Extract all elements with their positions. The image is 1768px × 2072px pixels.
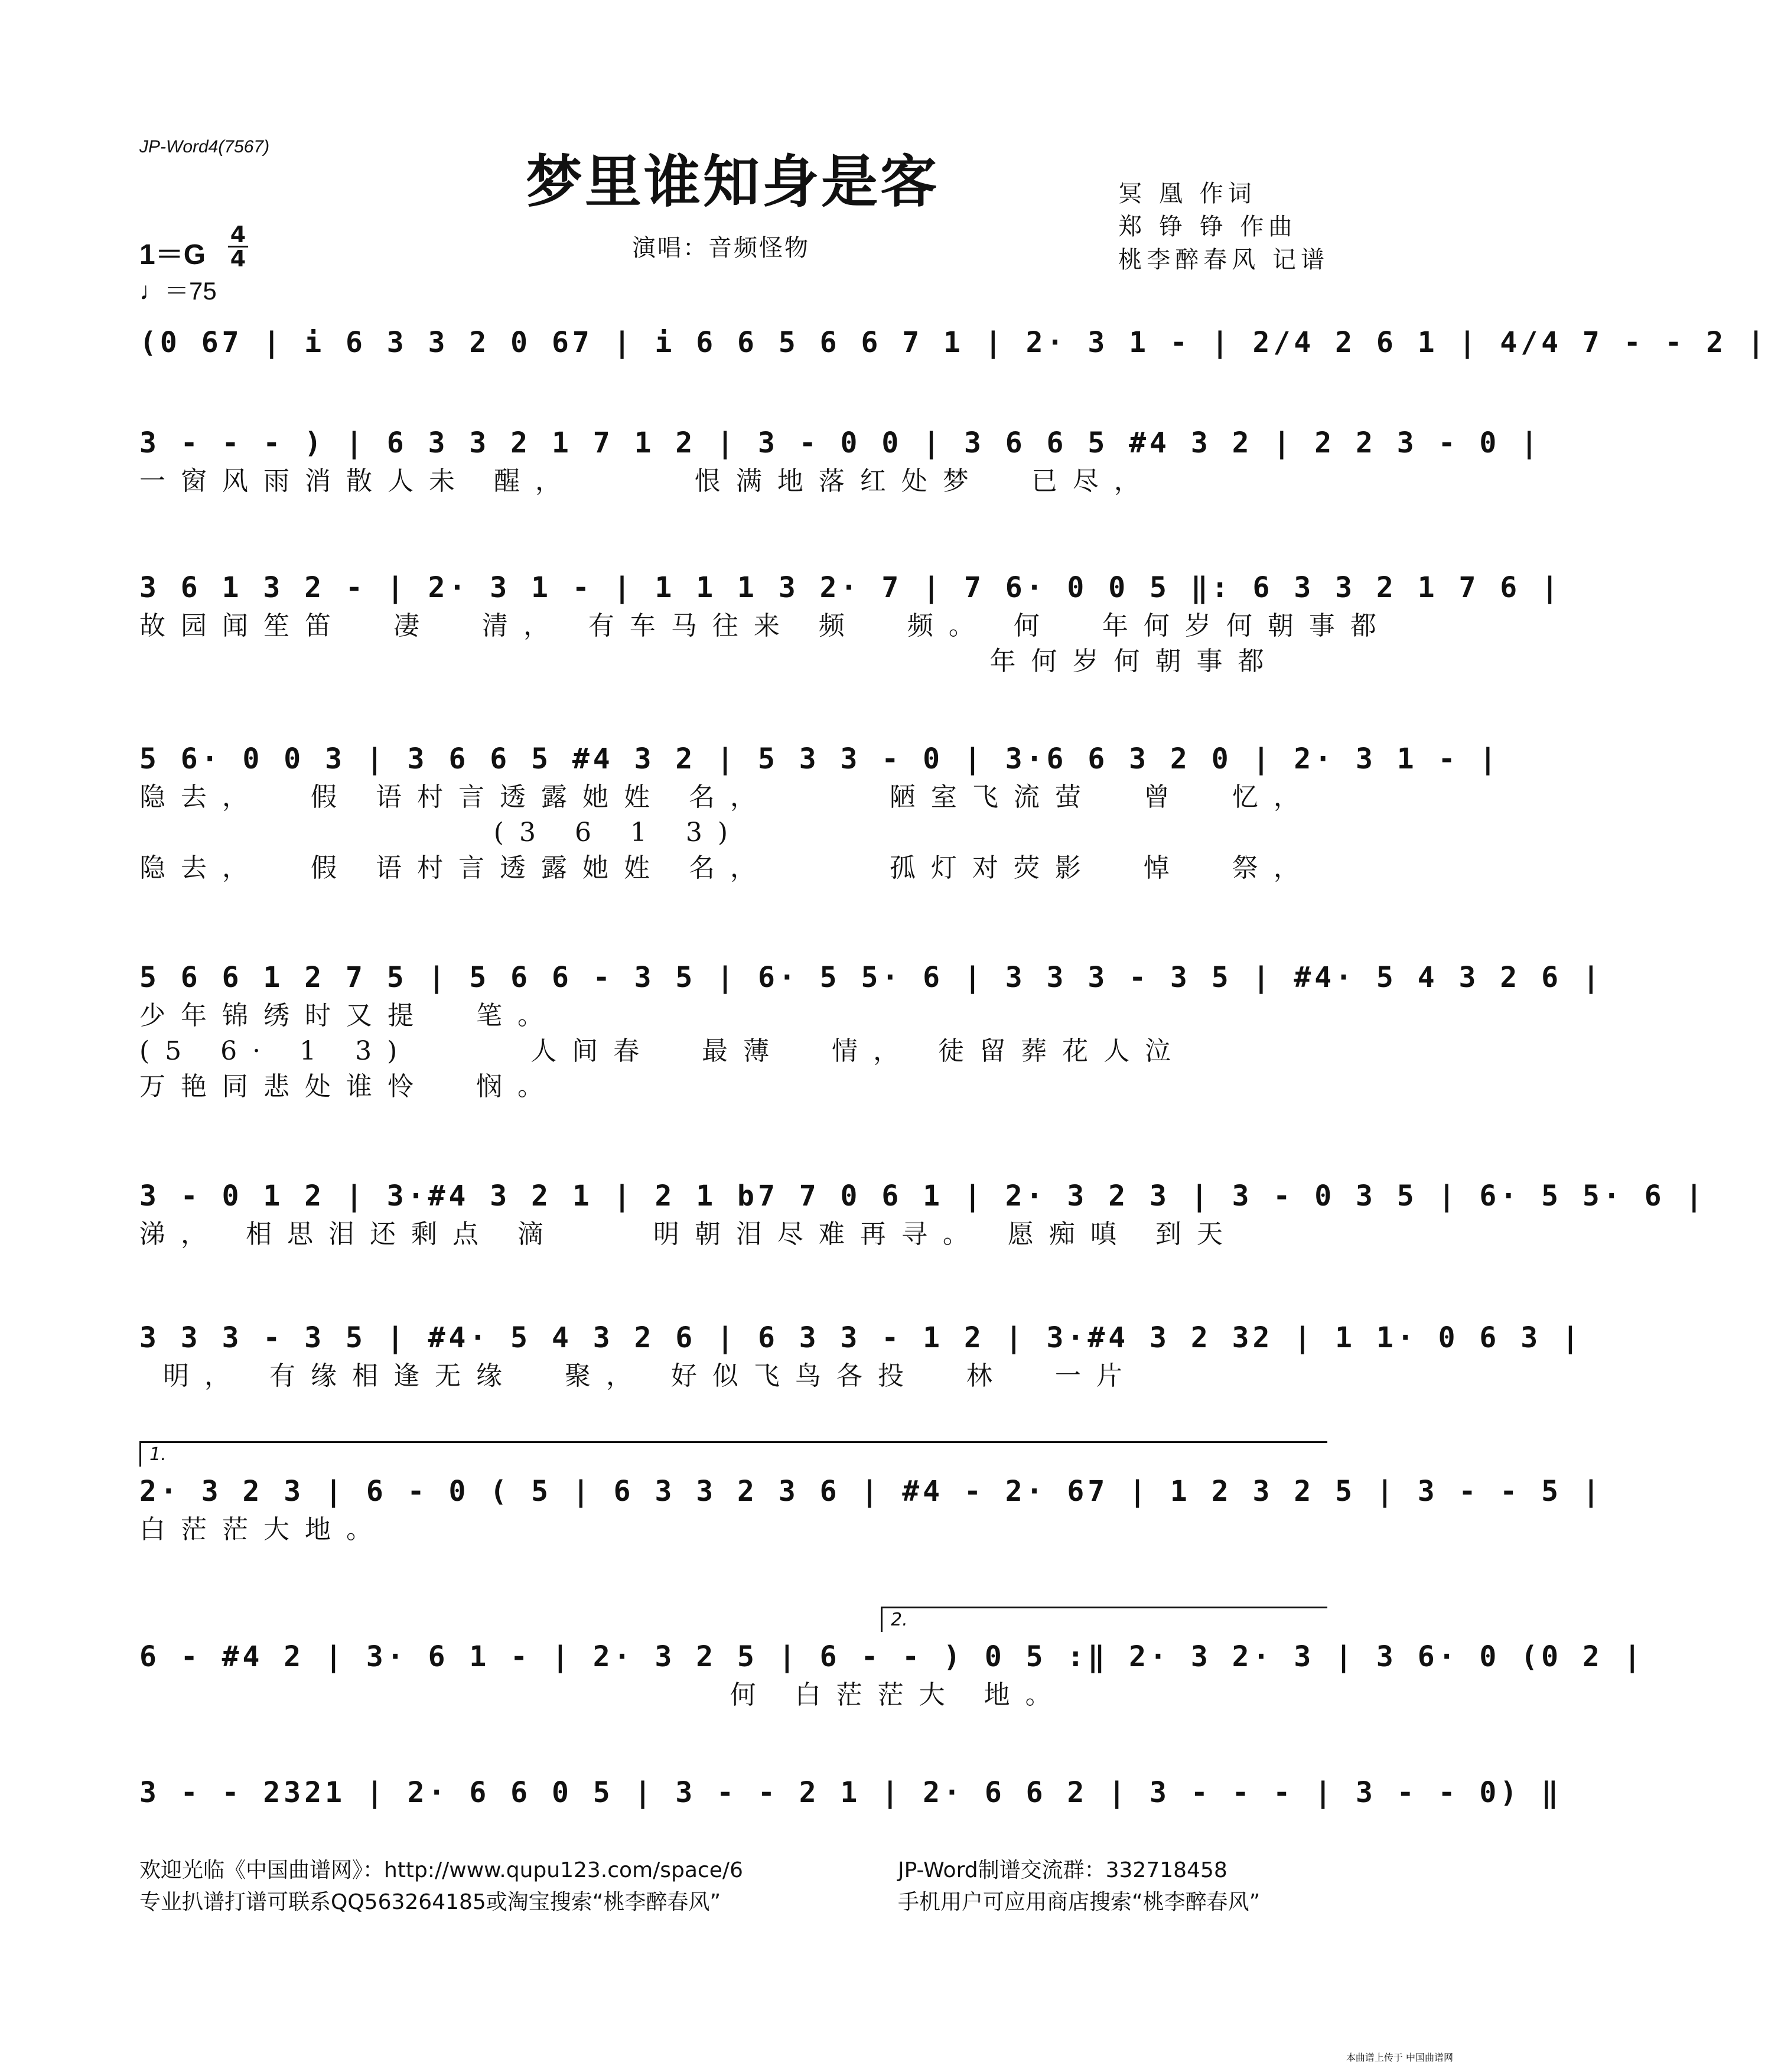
footer-right bbox=[898, 1855, 1260, 1918]
notation-line: (0 67 | i 6 3 3 2 0 67 | i 6 6 5 6 6 7 1 | 2· 3 1 - | 2/4 2 6 1 | 4/4 7 - - 2 | bbox=[139, 326, 1768, 359]
notation-line: 2· 3 2 3 | 6 - 0 ( 5 | 6 3 3 2 3 6 | #4 - 2· 67 | 1 2 3 2 5 | 3 - - 5 | bbox=[139, 1475, 1603, 1508]
notation-line: 5 6· 0 0 3 | 3 6 6 5 #4 3 2 | 5 3 3 - 0 | 3·6 6 3 2 0 | 2· 3 1 - | bbox=[139, 742, 1500, 776]
notation-line: 3 - 0 1 2 | 3·#4 3 2 1 | 2 1 b7 7 0 6 1 | 2· 3 2 3 | 3 - 0 3 5 | 6· 5 5· 6 | bbox=[139, 1180, 1707, 1213]
footer-group: JP-Word制谱交流群：332718458 bbox=[898, 1858, 1227, 1882]
time-signature-top: 4 bbox=[230, 221, 246, 247]
score-title: 梦里谁知身是客 bbox=[526, 148, 939, 215]
lyricist-credit: 冥 凰 作词 bbox=[1118, 180, 1256, 207]
notation-line: 3 - - 2321 | 2· 6 6 0 5 | 3 - - 2 1 | 2· 6 6 2 | 3 - - - | 3 - - 0) ‖ bbox=[139, 1776, 1562, 1809]
score-row bbox=[139, 322, 1768, 363]
lyric-line: 涕， 相思泪还剩点 滴 明朝泪尽难再寻。 愿痴嗔 到天 bbox=[139, 1219, 1238, 1249]
score-row bbox=[139, 957, 1603, 1105]
notation-line: 3 - - - ) | 6 3 3 2 1 7 1 2 | 3 - 0 0 | 3 6 6 5 #4 3 2 | 2 2 3 - 0 | bbox=[139, 426, 1542, 460]
time-signature-bottom: 4 bbox=[230, 246, 246, 272]
footer-left bbox=[139, 1855, 743, 1918]
lyric-line: 明， 有缘相逢无缘 聚， 好似飞鸟各投 林 一片 bbox=[139, 1361, 1138, 1391]
lyric-line: (3 6 1 3) bbox=[139, 817, 744, 848]
key-signature: 1＝G bbox=[139, 239, 206, 271]
volta-label: 1. bbox=[149, 1444, 167, 1465]
footer-contact: 专业扒谱打谱可联系QQ563264185或淘宝搜索“桃李醉春风” bbox=[139, 1890, 721, 1914]
tempo-marking: ♩＝75 bbox=[139, 277, 217, 305]
footer-app: 手机用户可应用商店搜索“桃李醉春风” bbox=[898, 1890, 1261, 1914]
credits bbox=[1118, 177, 1329, 276]
score-row bbox=[139, 738, 1500, 886]
score-row bbox=[139, 1175, 1707, 1252]
notation-line: 3 3 3 - 3 5 | #4· 5 4 3 2 6 | 6 3 3 - 1 2 | 3·#4 3 2 32 | 1 1· 0 6 3 | bbox=[139, 1321, 1583, 1354]
lyric-line: 万艳同悲处谁怜 悯。 bbox=[139, 1071, 559, 1102]
upload-stamp: 本曲谱上传于 中国曲谱网 bbox=[1346, 2052, 1453, 2063]
lyric-line: 一窗风雨消散人未 醒， 恨满地落红处梦 已尽， bbox=[139, 466, 1155, 496]
transcriber-credit: 桃李醉春风 记谱 bbox=[1118, 246, 1329, 273]
score-row bbox=[139, 422, 1542, 499]
score-row bbox=[139, 567, 1562, 679]
lyric-line: 故园闻笙笛 凄 清， 有车马往来 频 频。 何 年何岁何朝事都 bbox=[139, 611, 1392, 641]
volta-label: 2. bbox=[891, 1610, 908, 1630]
lyric-line: 隐去， 假 语村言透露她姓 名， 孤灯对荧影 悼 祭， bbox=[139, 853, 1315, 883]
score-row bbox=[139, 1772, 1562, 1813]
notation-line: 6 - #4 2 | 3· 6 1 - | 2· 3 2 5 | 6 - - ) 0 5 :‖ 2· 3 2· 3 | 3 6· 0 (0 2 | bbox=[139, 1640, 1645, 1673]
score-row bbox=[139, 1610, 1645, 1713]
lyric-line: 何 白茫茫大 地。 bbox=[139, 1680, 1067, 1710]
lyric-line: 白茫茫大地。 bbox=[139, 1514, 388, 1545]
notation-line: 3 6 1 3 2 - | 2· 3 1 - | 1 1 1 3 2· 7 | 7 6· 0 0 5 ‖: 6 3 3 2 1 7 6 | bbox=[139, 571, 1562, 604]
volta-bracket bbox=[881, 1607, 1327, 1632]
notation-line: 5 6 6 1 2 7 5 | 5 6 6 - 3 5 | 6· 5 5· 6 | 3 3 3 - 3 5 | #4· 5 4 3 2 6 | bbox=[139, 961, 1603, 994]
score-row bbox=[139, 1317, 1583, 1394]
time-signature bbox=[228, 221, 248, 272]
singer-label: 演唱：音频怪物 bbox=[632, 234, 810, 262]
lyric-line: 隐去， 假 语村言透露她姓 名， 陋室飞流萤 曾 忆， bbox=[139, 782, 1315, 812]
volta-bracket bbox=[139, 1441, 1327, 1467]
lyric-line: 年何岁何朝事都 bbox=[139, 646, 1279, 676]
software-label: JP-Word4(7567) bbox=[139, 137, 270, 157]
composer-credit: 郑 铮 铮 作曲 bbox=[1118, 213, 1297, 240]
lyric-line: (5 6· 1 3) 人间春 最薄 情， 徒留葬花人泣 bbox=[139, 1036, 1187, 1066]
score-row bbox=[139, 1444, 1603, 1548]
footer-website: 欢迎光临《中国曲谱网》：http://www.qupu123.com/space/6 bbox=[139, 1858, 743, 1882]
lyric-line: 少年锦绣时又提 笔。 bbox=[139, 1001, 559, 1031]
